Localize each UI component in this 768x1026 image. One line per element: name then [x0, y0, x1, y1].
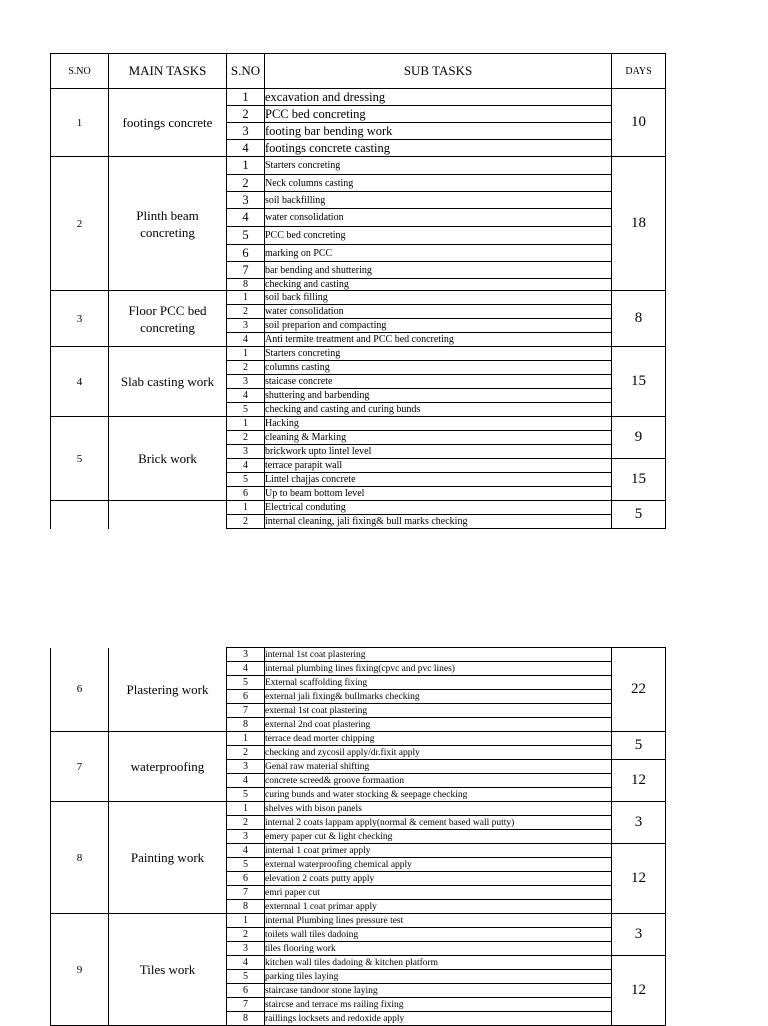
sub-task-name: internal 1st coat plastering [265, 648, 612, 662]
sub-task-name: kitchen wall tiles dadoing & kitchen platform [265, 956, 612, 970]
sub-task-sno: 1 [227, 157, 265, 175]
sub-task-name: terrace dead morter chipping [265, 732, 612, 746]
days-value: 8 [612, 291, 666, 347]
days-value: 12 [612, 844, 666, 914]
sub-task-name: externnal 1 coat primar apply [265, 900, 612, 914]
days-value: 5 [612, 732, 666, 760]
sub-task-name: Electrical conduting [265, 501, 612, 515]
table-row [51, 501, 666, 515]
sub-task-sno: 1 [227, 89, 265, 106]
sub-task-name: external 2nd coat plastering [265, 718, 612, 732]
sub-task-sno: 2 [227, 515, 265, 529]
sub-task-name: water consolidation [265, 305, 612, 319]
sub-task-name: soil preparion and compacting [265, 319, 612, 333]
table-row [51, 914, 666, 928]
sub-task-sno: 5 [227, 970, 265, 984]
header-row [51, 54, 666, 89]
table-row [51, 347, 666, 361]
main-task-name: Slab casting work [109, 347, 227, 417]
sub-task-name: PCC bed concreting [265, 106, 612, 123]
sub-task-sno: 4 [227, 140, 265, 157]
sub-task-name: toilets wall tiles dadoing [265, 928, 612, 942]
sub-task-name: checking and casting [265, 279, 612, 291]
sub-task-sno: 3 [227, 760, 265, 774]
sub-task-name: external jali fixing& bullmarks checking [265, 690, 612, 704]
sub-task-sno: 4 [227, 844, 265, 858]
days-value: 22 [612, 648, 666, 732]
sub-task-sno: 3 [227, 648, 265, 662]
sub-task-name: Anti termite treatment and PCC bed concreting [265, 333, 612, 347]
main-task-sno: 7 [51, 732, 109, 802]
sub-task-sno: 7 [227, 262, 265, 279]
sub-task-name: checking and zycosil apply/dr.fixit apply [265, 746, 612, 760]
sub-task-sno: 3 [227, 445, 265, 459]
sub-task-name: parking tiles laying [265, 970, 612, 984]
sub-task-sno: 8 [227, 1012, 265, 1026]
main-task-name: Tiles work [109, 914, 227, 1026]
main-task-sno: 9 [51, 914, 109, 1026]
sub-task-sno: 4 [227, 774, 265, 788]
sub-task-sno: 8 [227, 279, 265, 291]
sub-task-sno: 5 [227, 403, 265, 417]
sub-task-sno: 4 [227, 209, 265, 227]
sub-task-sno: 5 [227, 858, 265, 872]
sub-task-sno: 1 [227, 501, 265, 515]
sub-task-sno: 4 [227, 459, 265, 473]
sub-task-name: curing bunds and water stocking & seepage checking [265, 788, 612, 802]
days-value: 5 [612, 501, 666, 529]
sub-task-sno: 5 [227, 227, 265, 245]
main-task-name: waterproofing [109, 732, 227, 802]
sub-task-name: soil backfilling [265, 192, 612, 209]
header-main-tasks: MAIN TASKS [109, 54, 227, 89]
sub-task-sno: 5 [227, 473, 265, 487]
sub-task-name: soil back filling [265, 291, 612, 305]
sub-task-sno: 6 [227, 690, 265, 704]
sub-task-name: columns casting [265, 361, 612, 375]
days-value: 18 [612, 157, 666, 291]
sub-task-sno: 2 [227, 746, 265, 760]
sub-task-name: Neck columns casting [265, 175, 612, 192]
sub-task-name: cleaning & Marking [265, 431, 612, 445]
header-sno: S.NO [51, 54, 109, 89]
sub-task-name: emery paper cut & light checking [265, 830, 612, 844]
sub-task-name: staicase concrete [265, 375, 612, 389]
table-row [51, 417, 666, 431]
main-task-sno: 1 [51, 89, 109, 157]
header-days: DAYS [612, 54, 666, 89]
sub-task-name: external waterproofing chemical apply [265, 858, 612, 872]
sub-task-sno: 1 [227, 802, 265, 816]
main-task-sno: 3 [51, 291, 109, 347]
sub-task-sno: 1 [227, 347, 265, 361]
main-task-sno: 8 [51, 802, 109, 914]
days-value: 9 [612, 417, 666, 459]
main-task-name: Plastering work [109, 648, 227, 732]
sub-task-sno: 6 [227, 872, 265, 886]
sub-task-name: excavation and dressing [265, 89, 612, 106]
table-row [51, 89, 666, 106]
sub-task-sno: 5 [227, 788, 265, 802]
days-value: 15 [612, 459, 666, 501]
main-task-name [109, 501, 227, 529]
sub-task-name: shelves with bison panels [265, 802, 612, 816]
main-task-sno: 6 [51, 648, 109, 732]
sub-task-name: internal Plumbing lines pressure test [265, 914, 612, 928]
days-value: 10 [612, 89, 666, 157]
sub-task-name: elevation 2 coats putty apply [265, 872, 612, 886]
sub-task-name: bar bending and shuttering [265, 262, 612, 279]
sub-task-sno: 7 [227, 704, 265, 718]
sub-task-name: staircase tandoor stone laying [265, 984, 612, 998]
sub-task-sno: 3 [227, 319, 265, 333]
sub-task-name: emri paper cut [265, 886, 612, 900]
sub-task-name: brickwork upto lintel level [265, 445, 612, 459]
schedule-table-1 [50, 53, 666, 529]
sub-task-name: Up to beam bottom level [265, 487, 612, 501]
sub-task-sno: 3 [227, 375, 265, 389]
sub-task-sno: 2 [227, 928, 265, 942]
days-value: 3 [612, 802, 666, 844]
main-task-name: Plinth beam concreting [109, 157, 227, 291]
sub-task-name: water consolidation [265, 209, 612, 227]
sub-task-sno: 5 [227, 676, 265, 690]
sub-task-sno: 1 [227, 291, 265, 305]
sub-task-name: internal 1 coat primer apply [265, 844, 612, 858]
sub-task-sno: 3 [227, 192, 265, 209]
sub-task-sno: 8 [227, 900, 265, 914]
sub-task-sno: 8 [227, 718, 265, 732]
sub-task-sno: 1 [227, 417, 265, 431]
sub-task-sno: 2 [227, 305, 265, 319]
header-sub-sno: S.NO [227, 54, 265, 89]
main-task-name: Floor PCC bed concreting [109, 291, 227, 347]
sub-task-sno: 4 [227, 333, 265, 347]
table-row [51, 648, 666, 662]
sub-task-name: shuttering and barbending [265, 389, 612, 403]
sub-task-sno: 3 [227, 830, 265, 844]
sub-task-name: marking on PCC [265, 245, 612, 262]
sub-task-name: External scaffolding fixing [265, 676, 612, 690]
sub-task-name: terrace parapit wall [265, 459, 612, 473]
main-task-name: footings concrete [109, 89, 227, 157]
sub-task-name: staircse and terrace ms railing fixing [265, 998, 612, 1012]
days-value: 12 [612, 956, 666, 1026]
sub-task-sno: 3 [227, 123, 265, 140]
sub-task-name: raillings locksets and redoxide apply [265, 1012, 612, 1026]
sub-task-sno: 2 [227, 431, 265, 445]
main-task-sno: 4 [51, 347, 109, 417]
sub-task-name: footing bar bending work [265, 123, 612, 140]
sub-task-sno: 6 [227, 984, 265, 998]
sub-task-sno: 7 [227, 998, 265, 1012]
sub-task-name: footings concrete casting [265, 140, 612, 157]
sub-task-sno: 2 [227, 106, 265, 123]
main-task-name: Brick work [109, 417, 227, 501]
days-value: 3 [612, 914, 666, 956]
schedule-table-2 [50, 647, 666, 1026]
sub-task-sno: 6 [227, 487, 265, 501]
main-task-name: Painting work [109, 802, 227, 914]
table-row [51, 157, 666, 175]
schedule-page-2 [50, 647, 665, 1026]
main-task-sno [51, 501, 109, 529]
schedule-page-1 [50, 53, 665, 529]
table-row [51, 291, 666, 305]
sub-task-name: internal plumbing lines fixing(cpvc and pvc lines) [265, 662, 612, 676]
sub-task-name: PCC bed concreting [265, 227, 612, 245]
sub-task-name: Lintel chajjas concrete [265, 473, 612, 487]
table-row [51, 802, 666, 816]
sub-task-sno: 2 [227, 816, 265, 830]
sub-task-name: internal 2 coats lappam apply(normal & cement based wall putty) [265, 816, 612, 830]
sub-task-sno: 4 [227, 662, 265, 676]
days-value: 15 [612, 347, 666, 417]
sub-task-sno: 3 [227, 942, 265, 956]
sub-task-sno: 2 [227, 361, 265, 375]
sub-task-name: internal cleaning, jali fixing& bull marks checking [265, 515, 612, 529]
sub-task-name: checking and casting and curing bunds [265, 403, 612, 417]
sub-task-name: Genal raw material shifting [265, 760, 612, 774]
sub-task-name: tiles flooring work [265, 942, 612, 956]
sub-task-sno: 4 [227, 956, 265, 970]
sub-task-sno: 4 [227, 389, 265, 403]
main-task-sno: 2 [51, 157, 109, 291]
table-row [51, 732, 666, 746]
sub-task-name: Starters concreting [265, 347, 612, 361]
sub-task-sno: 1 [227, 914, 265, 928]
sub-task-name: external 1st coat plastering [265, 704, 612, 718]
days-value: 12 [612, 760, 666, 802]
sub-task-sno: 6 [227, 245, 265, 262]
sub-task-name: Hacking [265, 417, 612, 431]
sub-task-name: concrete screed& groove formaation [265, 774, 612, 788]
sub-task-sno: 2 [227, 175, 265, 192]
sub-task-sno: 1 [227, 732, 265, 746]
sub-task-sno: 7 [227, 886, 265, 900]
header-sub-tasks: SUB TASKS [265, 54, 612, 89]
main-task-sno: 5 [51, 417, 109, 501]
sub-task-name: Starters concreting [265, 157, 612, 175]
